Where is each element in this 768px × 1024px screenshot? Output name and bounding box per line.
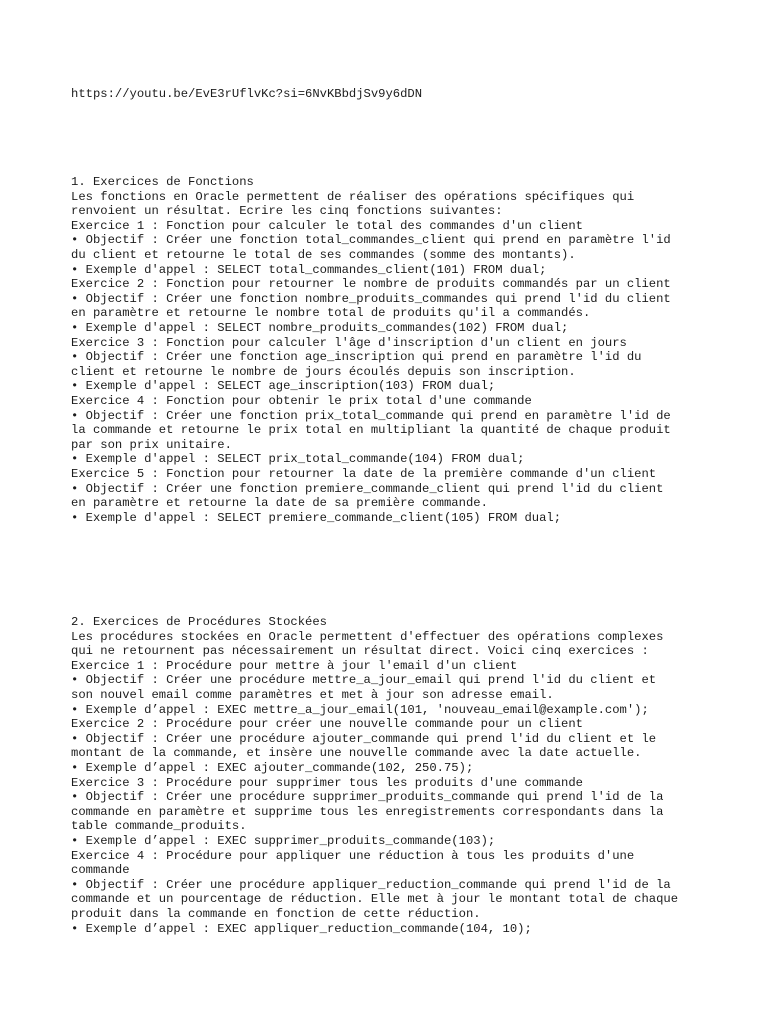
text-line: la commande et retourne le prix total en multipliant la quantité de chaque produit [71, 423, 671, 438]
text-line: en paramètre et retourne la date de sa première commande. [71, 496, 488, 511]
text-line: • Objectif : Créer une procédure supprimer_produits_commande qui prend l'id de la [71, 790, 664, 805]
text-line: Exercice 5 : Fonction pour retourner la date de la première commande d'un client [71, 467, 657, 481]
text-line: Exercice 4 : Procédure pour appliquer une réduction à tous les produits d'une [71, 848, 635, 863]
text-line: qui ne retournent pas nécessairement un résultat direct. Voici cinq exercices : [71, 644, 649, 659]
text-line: Exercice 3 : Procédure pour supprimer tous les produits d'une commande [71, 775, 583, 790]
text-line: par son prix unitaire. [71, 437, 232, 452]
text-line: produit dans la commande en fonction de cette réduction. [71, 907, 481, 921]
text-line: • Exemple d'appel : SELECT prix_total_commande(104) FROM dual; [71, 452, 525, 467]
text-line: • Objectif : Créer une fonction premiere_commande_client qui prend l'id du client [71, 481, 664, 496]
text-line: Exercice 4 : Fonction pour obtenir le prix total d'une commande [71, 394, 532, 408]
text-line: Les fonctions en Oracle permettent de réaliser des opérations spécifiques qui [71, 189, 635, 204]
text-line: • Exemple d'appel : SELECT nombre_produits_commandes(102) FROM dual; [71, 321, 569, 335]
section-heading: 2. Exercices de Procédures Stockées [71, 615, 327, 629]
text-line: • Exemple d’appel : EXEC appliquer_reduction_commande(104, 10); [71, 921, 532, 936]
text-line: commande en paramètre et supprime tous les enregistrements correspondants dans la [71, 804, 664, 819]
text-line: renvoient un résultat. Ecrire les cinq fonctions suivantes: [71, 204, 503, 219]
text-line: Exercice 2 : Procédure pour créer une nouvelle commande pour un client [71, 717, 583, 732]
text-line: Les procédures stockées en Oracle permettent d'effectuer des opérations complexes [71, 629, 664, 644]
text-line: Exercice 1 : Fonction pour calculer le total des commandes d'un client [71, 218, 583, 233]
text-line: montant de la commande, et insère une nouvelle commande avec la date actuelle. [71, 746, 642, 761]
text-line: client et retourne le nombre de jours écoulés depuis son inscription. [71, 364, 576, 379]
text-line: • Exemple d’appel : EXEC ajouter_commande(102, 250.75); [71, 761, 474, 775]
text-line: • Objectif : Créer une fonction age_inscription qui prend en paramètre l'id du [71, 350, 642, 365]
text-line: en paramètre et retourne le nombre total de produits qu'il a commandés. [71, 306, 591, 321]
text-line: du client et retourne le total de ses commandes (somme des montants). [71, 248, 576, 262]
text-line: • Objectif : Créer une procédure mettre_a_jour_email qui prend l'id du client et [71, 673, 657, 688]
text-line: table commande_produits. [71, 819, 247, 834]
text-line: • Exemple d'appel : SELECT total_commandes_client(101) FROM dual; [71, 262, 547, 277]
text-line: • Exemple d’appel : EXEC mettre_a_jour_email(101, 'nouveau_email@example.com'); [71, 702, 649, 717]
text-line: Exercice 1 : Procédure pour mettre à jour l'email d'un client [71, 658, 518, 673]
text-line: Exercice 2 : Fonction pour retourner le nombre de produits commandés par un client [71, 277, 671, 292]
text-line: son nouvel email comme paramètres et met à jour son adresse email. [71, 688, 554, 702]
section-heading: 1. Exercices de Fonctions [71, 175, 254, 189]
text-line: Exercice 3 : Fonction pour calculer l'âge d'inscription d'un client en jours [71, 335, 627, 350]
text-line: • Objectif : Créer une procédure appliquer_reduction_commande qui prend l'id de la [71, 877, 671, 892]
text-line: • Objectif : Créer une fonction prix_total_commande qui prend en paramètre l'id de [71, 408, 671, 423]
text-line: • Objectif : Créer une fonction total_commandes_client qui prend en paramètre l'id [71, 233, 671, 248]
youtube-link[interactable]: https://youtu.be/EvE3rUflvKc?si=6NvKBbdjSv9y6dDN [71, 87, 423, 101]
text-line: commande [71, 863, 130, 878]
text-line: • Exemple d'appel : SELECT age_inscription(103) FROM dual; [71, 379, 496, 394]
text-line: • Objectif : Créer une fonction nombre_produits_commandes qui prend l'id du client [71, 291, 671, 306]
text-line: • Exemple d’appel : EXEC supprimer_produits_commande(103); [71, 834, 496, 848]
text-line: commande et un pourcentage de réduction. Elle met à jour le montant total de chaque [71, 892, 679, 907]
text-line: • Objectif : Créer une procédure ajouter_commande qui prend l'id du client et le [71, 731, 657, 746]
text-line: • Exemple d'appel : SELECT premiere_commande_client(105) FROM dual; [71, 510, 562, 525]
